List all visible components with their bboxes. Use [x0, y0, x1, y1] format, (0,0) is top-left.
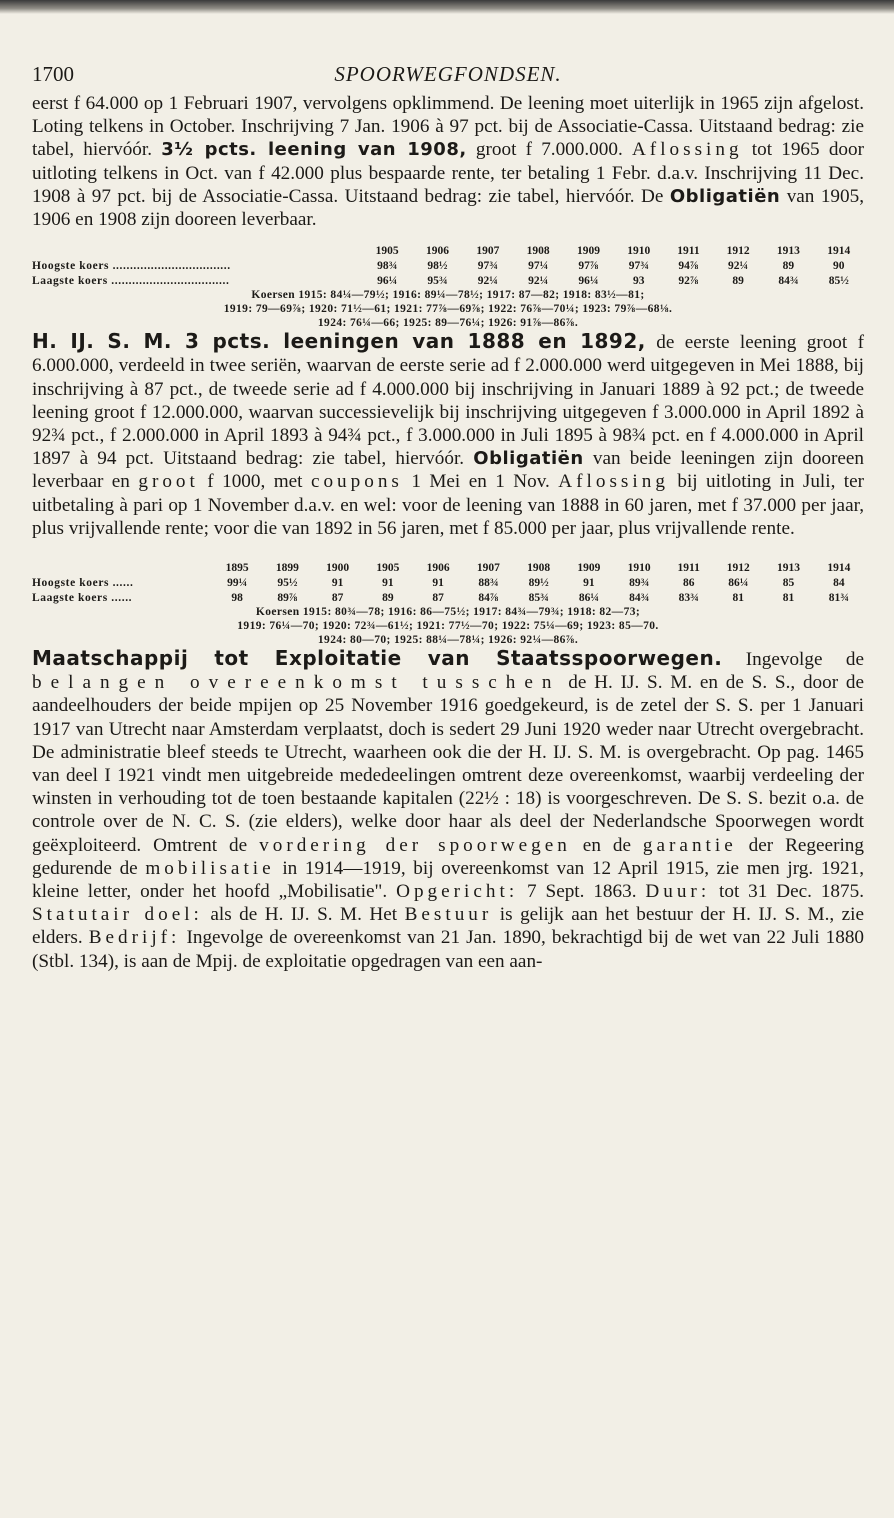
body-text: f 1000, met: [207, 471, 303, 493]
year-header: 1910: [627, 244, 651, 257]
body-text: Ingevolge de overeenkomst van 21 Jan. 1890, bekrachtigd bij de wet van 22 Juli 1880 (Stbl. 134), is aan de Mpij. de exploitatie opgedragen van een aan-: [32, 927, 865, 972]
koersen-line: Koersen 1915: 80¾—78; 1916: 86—75½; 1917: 84¾—79¾; 1918: 82—73;: [255, 606, 641, 619]
table-cell: 81¾: [828, 591, 849, 604]
spaced-term-belangen-overeenkomst: belangen overeenkomst tusschen: [32, 672, 561, 694]
table-cell: 81: [782, 591, 795, 604]
body-text: 1 Mei en 1 Nov.: [411, 471, 550, 493]
table-cell: 92⅞: [678, 274, 699, 287]
table-cell: 89: [782, 259, 795, 272]
table-cell: 92¼: [728, 259, 749, 272]
table-cell: 85¾: [528, 591, 549, 604]
body-text: der Regeering gedurende de: [32, 834, 864, 879]
body-text: tot 31 Dec. 1875.: [719, 881, 865, 903]
body-text: groot f 7.000.000.: [475, 139, 623, 161]
year-header: 1913: [777, 561, 801, 574]
year-header: 1914: [827, 244, 851, 257]
row-label: Hoogste koers ..................................: [32, 259, 231, 272]
koers-table-2: [32, 560, 864, 605]
spaced-term-coupons: coupons: [310, 471, 403, 493]
table-cell: 93: [633, 274, 645, 287]
spaced-term-duur: Duur:: [645, 881, 711, 903]
year-header: 1909: [577, 561, 601, 574]
year-header: 1913: [776, 244, 800, 257]
body-text: Ingevolge de: [745, 649, 865, 671]
bold-term-obligatien: Obligatiën: [669, 185, 781, 207]
koersen-line: Koersen 1915: 84¼—79½; 1916: 89¼—78½; 1917: 87—82; 1918: 83½—81;: [251, 289, 645, 302]
year-header: 1908: [527, 561, 551, 574]
body-text: eerst f 64.000 op 1 Februari 1907, vervolgens opklimmend. De leening moet uiterlijk in 1965 zijn afgelost. Loting telkens in October. Inschrijving 7 Jan. 1906 à 97 pct. bij de Associatie-Cassa. Uitstaand bedrag: zie tabel, hiervóór.: [32, 93, 864, 161]
table-header-row: [32, 243, 864, 258]
table-cell: 95¾: [427, 274, 448, 287]
table-cell: 91: [331, 576, 344, 589]
spaced-term-bestuur: Bestuur: [404, 904, 493, 926]
running-title: SPOORWEGFONDSEN.: [334, 62, 562, 86]
table-cell: 97¾: [477, 259, 498, 272]
table-cell: 92¼: [477, 274, 498, 287]
table-cell: 88¾: [478, 576, 499, 589]
running-head: [32, 62, 864, 92]
body-text: de H. IJ. S. M. en de S. S., door de aandeelhouders der beide mpijen op 25 November 1916 goedgekeurd, is de zetel der S. S. per 1 Januari 1917 van Utrecht naar Amsterdam verplaatst, doch is sedert 29 Juni 1920 weder naar Utrecht overgebracht. De administratie bleef steeds te Utrecht, waarheen ook die der H. IJ. S. M. is overgebracht. Op pag. 1465 van deel I 1921 vindt men uitgebreide mededeelingen omtrent deze overeenkomst, waarbij verdeeling der winsten in verhouding tot de toen bestaande kapitalen (22½ : 18) is voorgeschreven. De S. S. bezit o.a. de controle over de N. C. S. (zie elders), welke door haar als deel der Nederlandsche Spoorwegen wordt geëxploiteerd. Omtrent de: [32, 672, 865, 856]
table-cell: 91: [432, 576, 444, 589]
table-cell: 84⅞: [478, 591, 499, 604]
row-label: Hoogste koers ......: [32, 576, 134, 589]
body-text: en de: [582, 834, 631, 856]
body-text: als de H. IJ. S. M. Het: [210, 904, 398, 926]
spaced-term-statutair-doel: Statutair doel:: [32, 904, 203, 926]
table-cell: 86¼: [578, 591, 599, 604]
year-header: 1907: [476, 244, 500, 257]
paragraph-maatschappij-ss: [32, 647, 864, 973]
spaced-term-mobilisatie: mobilisatie: [145, 857, 275, 879]
table-cell: 92¼: [528, 274, 549, 287]
year-header: 1912: [726, 244, 750, 257]
koersen-line: 1924: 80—70; 1925: 88¼—78¼; 1926: 92¼—86⅞.: [317, 634, 579, 647]
table-cell: 87: [331, 591, 344, 604]
table-cell: 98½: [427, 259, 448, 272]
table-cell: 96¼: [377, 274, 398, 287]
body-text: 7 Sept. 1863.: [527, 881, 637, 903]
table-cell: 83¾: [678, 591, 699, 604]
body-text: bij uitloting in Juli, ter uitbetaling à pari op 1 November d.a.v. en wel: voor de leening van 1888 in 60 jaren, met f 37.000 per jaar, plus vrijvallende rente; voor die van 1892 in 56 jaren, met f 85.000 per jaar, plus vrijvallende rente.: [32, 471, 865, 539]
body-text: in 1914—1919, bij overeenkomst van 12 April 1915, zie men jrg. 1921, kleine letter, onder het hoofd „Mobilisatie".: [32, 857, 865, 903]
year-header: 1911: [677, 244, 700, 257]
row-label: Laagste koers ..................................: [32, 274, 230, 287]
table-cell: 97¾: [628, 259, 649, 272]
year-header: 1909: [576, 244, 600, 257]
year-header: 1910: [627, 561, 651, 574]
document-page: [32, 62, 864, 973]
table-cell: 85: [782, 576, 795, 589]
table-cell: 89: [382, 591, 394, 604]
body-text: de eerste leening groot f 6.000.000, verdeeld in twee seriën, waarvan de eerste serie ad f 2.000.000 werd uitgegeven in Mei 1888, bij inschrijving à 87 pct., de tweede serie ad f 4.000.000 bij inschrijving in Januari 1889 à 92 pct.; de tweede leening groot f 12.000.000, waarvan successievelijk bij inschrijving uitgegeven f 3.000.000 in April 1892 à 92¾ pct., f 2.000.000 in April 1893 à 94¾ pct., f 3.000.000 in Juli 1895 à 98¾ pct. en f 4.000.000 in April 1897 à 94 pct. Uitstaand bedrag: zie tabel, hiervóór.: [32, 332, 865, 470]
page-number: 1700: [32, 62, 74, 86]
table-cell: 95½: [277, 576, 298, 589]
table-cell: 85½: [828, 274, 849, 287]
table-cell: 96¼: [578, 274, 599, 287]
table-cell: 87: [432, 591, 444, 604]
table-cell: 84¾: [629, 591, 650, 604]
table-header-row: [32, 560, 864, 575]
koersen-line: 1924: 76¼—66; 1925: 89—76¼; 1926: 91⅞—86⅞.: [317, 317, 579, 330]
table-cell: 98¾: [377, 259, 398, 272]
spaced-term-aflossing: Aflossing: [558, 471, 669, 493]
year-header: 1905: [375, 244, 399, 257]
table-cell: 99¼: [227, 576, 248, 589]
table-cell: 90: [833, 259, 845, 272]
body-text: tot 1965 door uitloting telkens in Oct. van f 42.000 plus bespaarde rente, ter betaling 1 Febr. d.a.v. Inschrijving 11 Dec. 1908 à 97 pct. bij de Associatie-Cassa. Uitstaand bedrag: zie tabel, hiervóór. De: [32, 139, 864, 207]
row-label: Laagste koers ......: [32, 591, 133, 604]
koersen-note-1: [32, 288, 864, 330]
table-cell: 84: [833, 576, 845, 589]
koersen-note-2: [32, 605, 864, 647]
table-cell: 81: [732, 591, 745, 604]
year-header: 1899: [275, 561, 299, 574]
spaced-term-opgericht: Opgericht:: [396, 881, 519, 903]
table-cell: 97¼: [528, 259, 549, 272]
year-header: 1908: [526, 244, 550, 257]
section-heading-maatschappij: Maatschappij tot Exploitatie van Staatsspoorwegen.: [32, 646, 723, 671]
year-header: 1900: [326, 561, 350, 574]
spaced-term-bedrijf: Bedrijf:: [88, 927, 181, 949]
page-top-edge: [0, 0, 894, 14]
spaced-term-vordering: vordering der spoorwegen: [259, 834, 571, 856]
year-header: 1912: [726, 561, 750, 574]
table-row: [32, 590, 864, 605]
spaced-term-garantie: garantie: [642, 834, 737, 856]
section-heading-hijsm: H. IJ. S. M. 3 pcts. leeningen van 1888 en 1892,: [32, 329, 646, 354]
table-row: [32, 273, 864, 288]
year-header: 1895: [225, 561, 249, 574]
table-cell: 86: [682, 576, 695, 589]
year-header: 1906: [426, 561, 450, 574]
table-cell: 94⅞: [678, 259, 699, 272]
spaced-term-aflossing: Aflossing: [631, 139, 743, 161]
bold-term-obligatien: Obligatiën: [473, 448, 584, 470]
table-cell: 86¼: [728, 576, 749, 589]
year-header: 1905: [376, 561, 400, 574]
body-text: van beide leeningen zijn dooreen leverbaar en: [32, 448, 865, 493]
paragraph-hijsm-leeningen: [32, 330, 864, 540]
paragraph-leening-1906: [32, 92, 864, 231]
koers-table-1: [32, 243, 864, 288]
table-cell: 84¾: [778, 274, 799, 287]
table-cell: 89¾: [629, 576, 650, 589]
table-cell: 89: [732, 274, 744, 287]
year-header: 1907: [476, 561, 500, 574]
body-text: van 1905, 1906 en 1908 zijn dooreen leverbaar.: [32, 185, 865, 231]
table-cell: 98: [231, 591, 243, 604]
table-cell: 89⅞: [277, 591, 298, 604]
year-header: 1906: [425, 244, 449, 257]
table-cell: 89½: [528, 576, 549, 589]
koersen-line: 1919: 79—69⅞; 1920: 71½—61; 1921: 77⅞—69⅞; 1922: 76⅞—70¼; 1923: 79⅞—68⅛.: [223, 303, 673, 316]
koersen-line: 1919: 76¼—70; 1920: 72¾—61½; 1921: 77½—70; 1922: 75¼—69; 1923: 85—70.: [237, 620, 659, 633]
table-row: [32, 575, 864, 590]
year-header: 1911: [677, 561, 700, 574]
body-text: is gelijk aan het bestuur der H. IJ. S. M., zie elders.: [32, 904, 865, 949]
year-header: 1914: [827, 561, 851, 574]
table-cell: 97⅞: [578, 259, 599, 272]
bold-heading-leening-1908: 3½ pcts. leening van 1908,: [161, 139, 467, 161]
table-row: [32, 258, 864, 273]
table-cell: 91: [382, 576, 394, 589]
spaced-term-groot: groot: [138, 471, 199, 493]
table-cell: 91: [583, 576, 595, 589]
